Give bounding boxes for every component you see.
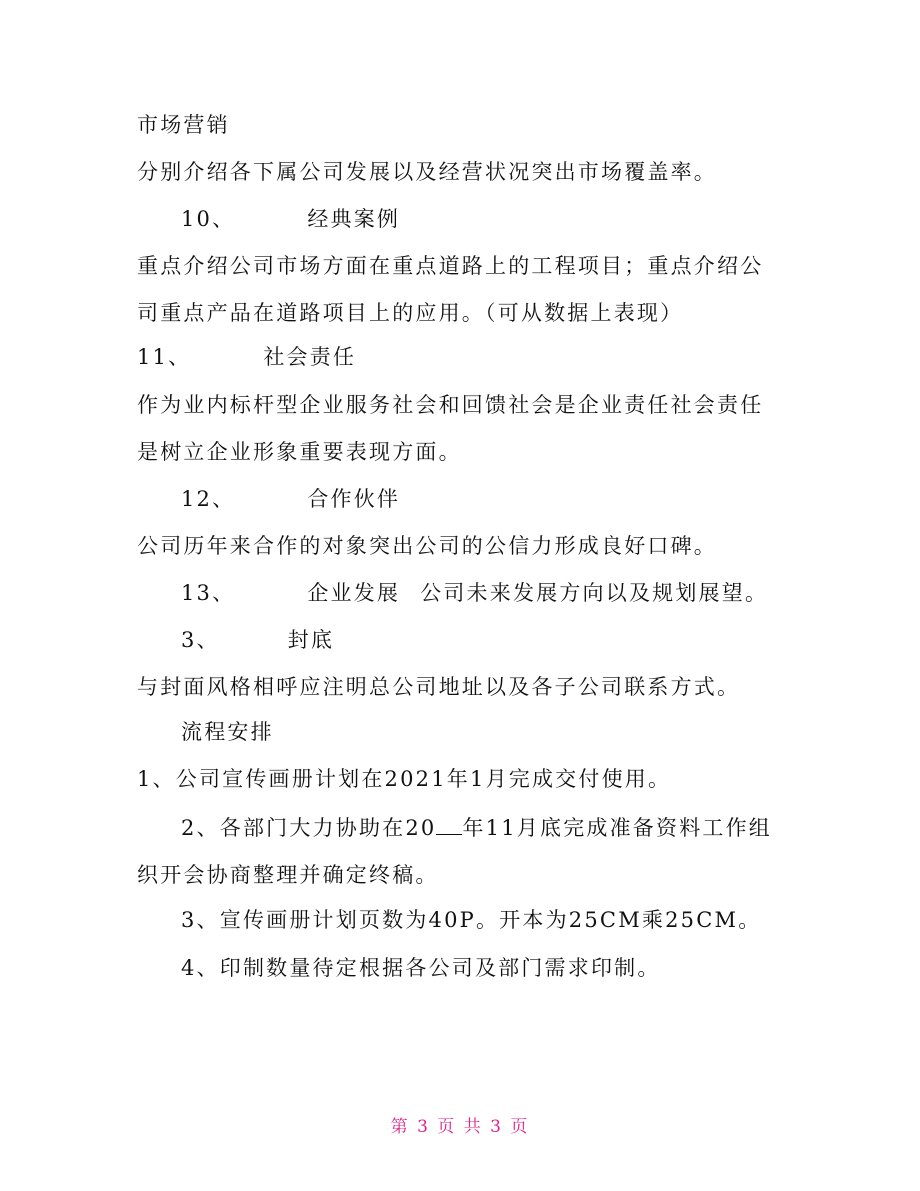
paragraph-cases-line1: 重点介绍公司市场方面在重点道路上的工程项目；重点介绍公 (137, 254, 764, 278)
fill-in-blank (436, 814, 462, 835)
paragraph-cases-line2: 司重点产品在道路项目上的应用。（可从数据上表现） (137, 301, 684, 325)
item-13 (181, 578, 768, 608)
process-item-2-end: 年11月底完成准备资料工作组 (462, 816, 773, 840)
item-11-number: 11、 (137, 345, 192, 369)
item-13-number: 13、 (181, 581, 236, 605)
item-3-title: 封底 (287, 628, 335, 652)
paragraph-partners: 公司历年来合作的对象突出公司的公信力形成良好口碑。 (137, 534, 717, 558)
item-10 (181, 204, 400, 234)
page-number-footer: 第 3 页 共 3 页 (390, 1117, 530, 1137)
item-13-description: 公司未来发展方向以及规划展望。 (420, 581, 769, 605)
item-13-title: 企业发展 (307, 581, 401, 605)
paragraph-responsibility-line1: 作为业内标杆型企业服务社会和回馈社会是企业责任社会责任 (137, 393, 764, 417)
heading-process: 流程安排 (181, 720, 274, 744)
process-item-2-start: 2、各部门大力协助在20 (181, 816, 437, 840)
process-item-1: 1、公司宣传画册计划在2021年1月完成交付使用。 (137, 767, 672, 791)
item-3-number: 3、 (181, 628, 220, 652)
item-12-title: 合作伙伴 (307, 487, 401, 511)
process-item-2-continued: 织开会协商整理并确定终稿。 (137, 863, 439, 887)
paragraph-marketing: 分别介绍各下属公司发展以及经营状况突出市场覆盖率。 (137, 160, 717, 184)
item-11 (137, 342, 356, 372)
process-item-3: 3、宣传画册计划页数为40P。开本为25CM乘25CM。 (181, 908, 762, 932)
item-10-title: 经典案例 (307, 207, 401, 231)
item-12 (181, 484, 400, 514)
process-item-2 (181, 813, 772, 843)
item-12-number: 12、 (181, 487, 236, 511)
paragraph-responsibility-line2: 是树立企业形象重要表现方面。 (137, 440, 462, 464)
item-11-title: 社会责任 (263, 345, 357, 369)
item-10-number: 10、 (181, 207, 236, 231)
process-item-4: 4、印制数量待定根据各公司及部门需求印制。 (181, 956, 661, 980)
heading-marketing: 市场营销 (137, 113, 230, 137)
item-3 (181, 625, 334, 655)
paragraph-back-cover: 与封面风格相呼应注明总公司地址以及各子公司联系方式。 (137, 675, 741, 699)
